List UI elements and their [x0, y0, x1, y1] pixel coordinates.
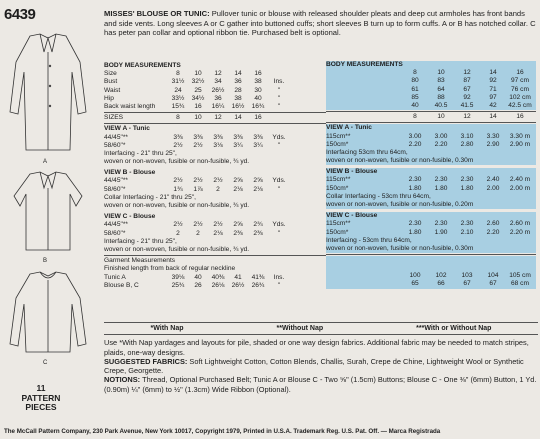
unit: ": [277, 141, 281, 149]
cell: 3⅜: [253, 133, 263, 141]
cell: 16: [194, 102, 202, 110]
cell: 38: [254, 78, 262, 86]
cell: 42: [489, 101, 497, 109]
fabric-label: 58/60"*: [104, 141, 126, 149]
unit: Ins.: [273, 78, 285, 86]
cell: 2.30: [408, 220, 422, 228]
cell: 40: [254, 94, 262, 102]
description: [104, 9, 536, 38]
size: 10: [437, 113, 445, 121]
metric-view-c: [326, 212, 536, 253]
cell: 12: [463, 69, 471, 77]
cell: 2.00 m: [509, 184, 531, 192]
sizes-row: [104, 114, 326, 122]
fabric-label: 58/60"*: [104, 185, 126, 193]
note: Interfacing - 53cm thru 64cm,: [326, 236, 412, 244]
metric-fabric-row: [326, 185, 536, 193]
cell: 1⅞: [193, 185, 203, 193]
cell: 2½: [213, 177, 223, 185]
cell: 68 cm: [511, 280, 529, 288]
divider: [326, 122, 536, 123]
cell: 92: [489, 77, 497, 85]
metric-body-box: [326, 61, 536, 110]
size: 14: [234, 114, 242, 122]
cell: 32½: [191, 78, 205, 86]
metric-garment-box: [326, 256, 536, 288]
note: woven or non-woven, fusible or non-fusible, 0.30m: [326, 244, 474, 252]
fabric-row: [104, 186, 326, 194]
cell: 71: [489, 85, 497, 93]
cell: 92: [463, 93, 471, 101]
size: 14: [489, 113, 497, 121]
size: 16: [516, 113, 524, 121]
cell: 16¾: [251, 102, 265, 110]
cell: 64: [437, 85, 445, 93]
sizes-label: SIZES: [104, 114, 124, 122]
cell: 26¾: [251, 281, 265, 289]
nap-either: ***With or Without Nap: [416, 325, 492, 332]
row-label: Waist: [104, 86, 121, 94]
fabric-label: 58/60"*: [104, 229, 126, 237]
cell: 2.30: [408, 176, 422, 184]
nap-note: Use *With Nap yardages and layouts for pile, shaded or one way design fabrics. Additional fabric may be needed to match stripes, plaids, one-way designs.: [104, 338, 529, 357]
cell: 85: [411, 93, 419, 101]
cell: 2⅝: [233, 221, 243, 229]
note: Interfacing 53cm thru 64cm,: [326, 148, 408, 156]
metric-view-a: [326, 124, 536, 165]
cell: 100: [409, 272, 421, 280]
cell: 2⅝: [233, 177, 243, 185]
cell: 80: [411, 77, 419, 85]
cell: 66: [437, 280, 445, 288]
notions-text: Thread, Optional Purchased Belt; Tunic A or Blouse C - Two ⅝" (1.5cm) Buttons; Blouse C - One ⅜" (6mm) Button, 1 Yd. (0.90m) ¼" (6mm) to ½" (1.3cm) Wide Ribbon (Optional).: [104, 375, 537, 394]
cell: 34½: [191, 94, 205, 102]
size: 12: [214, 114, 222, 122]
cell: 30: [254, 86, 262, 94]
metric-fabric-row: [326, 176, 536, 184]
cell: 24: [174, 86, 182, 94]
cell: 88: [437, 93, 445, 101]
cell: 36: [214, 94, 222, 102]
cell: 67: [489, 280, 497, 288]
cell: 2.20: [486, 228, 500, 236]
fabric-label: 150cm*: [326, 184, 349, 192]
cell: 1.80: [460, 184, 474, 192]
pieces-line2: PIECES: [25, 402, 57, 412]
cell: 26: [194, 281, 202, 289]
note: Interfacing - 21" thru 25",: [104, 237, 177, 245]
cell: 3.00: [408, 132, 422, 140]
cell: 26½: [231, 281, 245, 289]
fabric-label: 150cm*: [326, 140, 349, 148]
pattern-number: 6439: [4, 6, 36, 23]
cell: 67: [463, 280, 471, 288]
fabric-label: 115cm**: [326, 176, 351, 184]
cell: 1¾: [173, 185, 183, 193]
cell: 2.30: [434, 176, 448, 184]
metric-body-heading: BODY MEASUREMENTS: [326, 61, 403, 68]
garment-sketches: [0, 32, 96, 387]
garment-row: [104, 282, 326, 290]
cell: 2: [196, 229, 200, 237]
unit: ": [277, 102, 281, 110]
metric-fabric-row: [326, 220, 536, 228]
cell: 1.80: [434, 184, 448, 192]
notions: [104, 375, 538, 394]
cell: 2½: [173, 177, 183, 185]
note: Interfacing - 21" thru 25",: [104, 149, 177, 157]
cell: 2⅛: [253, 185, 263, 193]
cell: 3.00: [434, 132, 448, 140]
metric-garment-row: [326, 272, 536, 280]
cell: 2⅛: [213, 229, 223, 237]
cell: 2.30: [434, 220, 448, 228]
metric-row: [326, 102, 536, 110]
fabrics-text: Soft Lightweight Cotton, Cotton Blends, Challis, Surah, Crepe de Chine, Lightweight Wool or Synthetic Crepe, Georgette.: [104, 356, 524, 376]
divider: [104, 112, 326, 113]
metric-row: [326, 86, 536, 94]
imperial-chart: [104, 62, 326, 290]
fabrics-label: SUGGESTED FABRICS:: [104, 356, 188, 366]
cell: 39⅛: [171, 273, 185, 281]
body-row: [104, 95, 326, 103]
cell: 2½: [193, 221, 203, 229]
cell: 26½: [211, 86, 225, 94]
cell: 2: [216, 185, 220, 193]
divider: [104, 255, 326, 256]
fabric-label: 44/45"**: [104, 177, 128, 185]
cell: 1.80: [408, 184, 422, 192]
metric-garment-row: [326, 280, 536, 288]
nap-legend: [104, 322, 538, 335]
cell: 25¾: [171, 281, 185, 289]
size: 10: [194, 114, 202, 122]
nap-with: *With Nap: [150, 325, 184, 332]
cell: 8: [176, 70, 180, 78]
cell: 83: [437, 77, 445, 85]
metric-row: [326, 94, 536, 102]
fabric-row: [104, 221, 326, 229]
row-label: Back waist length: [104, 102, 156, 110]
size: 12: [463, 113, 471, 121]
nap-without: **Without Nap: [276, 325, 324, 332]
note: woven or non-woven, fusible or non-fusible, 0.20m: [326, 201, 474, 208]
metric-row: [326, 77, 536, 85]
cell: 2.10: [460, 228, 474, 236]
cell: 25: [194, 86, 202, 94]
metric-fabric-row: [326, 133, 536, 141]
cell: 3.30: [486, 132, 500, 140]
cell: 102: [435, 272, 447, 280]
divider: [104, 123, 326, 124]
cell: 28: [234, 86, 242, 94]
cell: 40: [194, 273, 202, 281]
cell: 41: [234, 273, 242, 281]
cell: 40.5: [434, 101, 448, 109]
view-a-heading: VIEW A - Tunic: [104, 125, 150, 133]
body-row: [104, 103, 326, 111]
cell: 12: [214, 70, 222, 78]
cell: 41.5: [460, 101, 474, 109]
metric-view-heading: VIEW C - Blouse: [326, 212, 378, 220]
note: Collar Interfacing - 21" thru 25",: [104, 193, 196, 201]
cell: 2.30: [460, 220, 474, 228]
cell: 2.20: [434, 140, 448, 148]
description-title: MISSES' BLOUSE OR TUNIC:: [104, 9, 210, 18]
cell: 2.80: [460, 140, 474, 148]
pattern-pieces: [6, 384, 76, 413]
cell: 16½: [231, 102, 245, 110]
unit: ": [277, 86, 281, 94]
cell: 41⅜: [251, 273, 265, 281]
note: woven or non-woven, fusible or non-fusible, 0.30m: [326, 157, 474, 165]
size: 16: [254, 114, 262, 122]
cell: 3⅛: [213, 141, 223, 149]
cell: 3⅜: [233, 133, 243, 141]
cell: 2⅝: [253, 177, 263, 185]
cell: 14: [234, 70, 242, 78]
cell: 38: [234, 94, 242, 102]
unit: ": [277, 94, 281, 102]
cell: 3⅜: [213, 133, 223, 141]
view-letter-a: A: [43, 159, 48, 165]
note: woven or non-woven, fusible or non-fusible, ¾ yd.: [104, 202, 250, 209]
cell: 10: [437, 69, 445, 77]
cell: 14: [489, 69, 497, 77]
view-letter-c: C: [43, 360, 48, 366]
body-row: [104, 70, 326, 78]
cell: 2½: [173, 221, 183, 229]
body-row: [104, 87, 326, 95]
description-text: Pullover tunic or blouse with released shoulder pleats and deep cut armholes has front bands and side vents. Long sleeves A or C gather into buttoned cuffs; short sleeves B turn up to form cuffs. A or B has notched collar. C has peter pan collar and optional ribbon tie. Purchased belt is optional.: [104, 9, 536, 38]
cell: 26⅛: [211, 281, 225, 289]
fabric-row: [104, 177, 326, 185]
cell: 33½: [171, 94, 185, 102]
fabric-label: 44/45"**: [104, 133, 128, 141]
garment-heading: Garment Measurements: [104, 257, 176, 265]
cell: 2⅜: [233, 229, 243, 237]
cell: 2½: [193, 177, 203, 185]
unit: Yds.: [272, 221, 286, 229]
cell: 2.20 m: [509, 228, 531, 236]
cell: 1.80: [408, 228, 422, 236]
unit: Yds.: [272, 133, 286, 141]
cell: 40: [411, 101, 419, 109]
cell: 15¾: [171, 102, 185, 110]
cell: 103: [461, 272, 473, 280]
body-row: [104, 78, 326, 86]
cell: 16: [516, 69, 524, 77]
metric-view-heading: VIEW A - Tunic: [326, 124, 372, 132]
metric-view-b: [326, 168, 536, 209]
divider: [326, 111, 536, 112]
cell: 42.5 cm: [508, 101, 532, 109]
cell: 10: [194, 70, 202, 78]
row-label: Bust: [104, 78, 118, 86]
metric-fabric-row: [326, 141, 536, 149]
notions-label: NOTIONS:: [104, 375, 141, 385]
unit: [268, 70, 290, 78]
view-b-heading: VIEW B - Blouse: [104, 169, 156, 177]
row-label: Blouse B, C: [104, 281, 139, 289]
cell: 2¾: [253, 221, 263, 229]
note: woven or non-woven, fusible or non-fusible, ¾ yd.: [104, 245, 250, 253]
cell: 2.60: [486, 220, 500, 228]
cell: 3¼: [233, 141, 243, 149]
cell: 87: [463, 77, 471, 85]
fabric-row: [104, 230, 326, 238]
unit: Yds.: [272, 177, 286, 185]
cell: 97: [489, 93, 497, 101]
unit: Ins.: [273, 273, 285, 281]
cell: 2.00: [486, 184, 500, 192]
cell: 3⅜: [173, 133, 183, 141]
unit: ": [277, 281, 281, 289]
view-c-heading: VIEW C - Blouse: [104, 213, 156, 221]
unit: ": [277, 229, 281, 237]
row-label: Tunic A: [104, 273, 126, 281]
unit: ": [277, 185, 281, 193]
cell: 3.30 m: [509, 132, 531, 140]
fabric-label: 115cm**: [326, 220, 351, 228]
cell: 3⅜: [193, 133, 203, 141]
row-label: Hip: [104, 94, 114, 102]
cell: 16: [254, 70, 262, 78]
cell: 105 cm: [509, 272, 531, 280]
fabric-label: 150cm*: [326, 228, 349, 236]
footer-notes: [104, 322, 538, 394]
cell: 3¼: [253, 141, 263, 149]
copyright: The McCall Pattern Company, 230 Park Avenue, New York 10017, Copyright 1979, Printed in U.S.A. Trademark Reg. U.S. Pat. Off. — Marca Registrada: [4, 428, 441, 435]
cell: 2⅛: [233, 185, 243, 193]
size: 8: [176, 114, 180, 122]
cell: 2.90 m: [509, 140, 531, 148]
row-label: Size: [104, 70, 117, 78]
cell: 2.40 m: [509, 176, 531, 184]
note: woven or non-woven, fusible or non-fusible, ¾ yd.: [104, 158, 250, 166]
metric-view-heading: VIEW B - Blouse: [326, 168, 378, 176]
cell: 65: [411, 280, 419, 288]
cell: 1.90: [434, 228, 448, 236]
cell: 8: [413, 69, 417, 77]
metric-sizes: [326, 113, 536, 121]
garment-row: [104, 274, 326, 282]
cell: 3.10: [460, 132, 474, 140]
cell: 61: [411, 85, 419, 93]
metric-row: [326, 69, 536, 77]
cell: 67: [463, 85, 471, 93]
cell: 2.30: [460, 176, 474, 184]
cell: 97 cm: [511, 77, 529, 85]
metric-fabric-row: [326, 229, 536, 237]
cell: 36: [234, 78, 242, 86]
cell: 2.20: [408, 140, 422, 148]
size: 8: [413, 113, 417, 121]
view-letter-b: B: [43, 258, 48, 264]
fabric-label: 44/45"**: [104, 221, 128, 229]
cell: 2.40: [486, 176, 500, 184]
cell: 2½: [173, 141, 183, 149]
cell: 2.90: [486, 140, 500, 148]
cell: 34: [214, 78, 222, 86]
cell: 31½: [171, 78, 185, 86]
metric-chart: [326, 61, 536, 289]
cell: 16¼: [211, 102, 225, 110]
fabric-row: [104, 142, 326, 150]
cell: 2: [176, 229, 180, 237]
pieces-line1: PATTERN: [21, 392, 61, 403]
cell: 2⅜: [253, 229, 263, 237]
pieces-count: 11: [36, 383, 46, 393]
note: Collar Interfacing - 53cm thru 64cm,: [326, 192, 431, 200]
fabric-row: [104, 134, 326, 142]
fabric-label: 115cm**: [326, 132, 351, 140]
cell: 76 cm: [511, 85, 529, 93]
divider: [326, 254, 536, 255]
body-heading: BODY MEASUREMENTS: [104, 62, 181, 69]
cell: 40⅜: [211, 273, 225, 281]
fabrics: [104, 357, 538, 376]
cell: 2.60 m: [509, 220, 531, 228]
cell: 104: [487, 272, 499, 280]
garment-sub: Finished length from back of regular neckline: [104, 265, 236, 273]
cell: 2½: [193, 141, 203, 149]
cell: 102 cm: [509, 93, 531, 101]
cell: 2½: [213, 221, 223, 229]
